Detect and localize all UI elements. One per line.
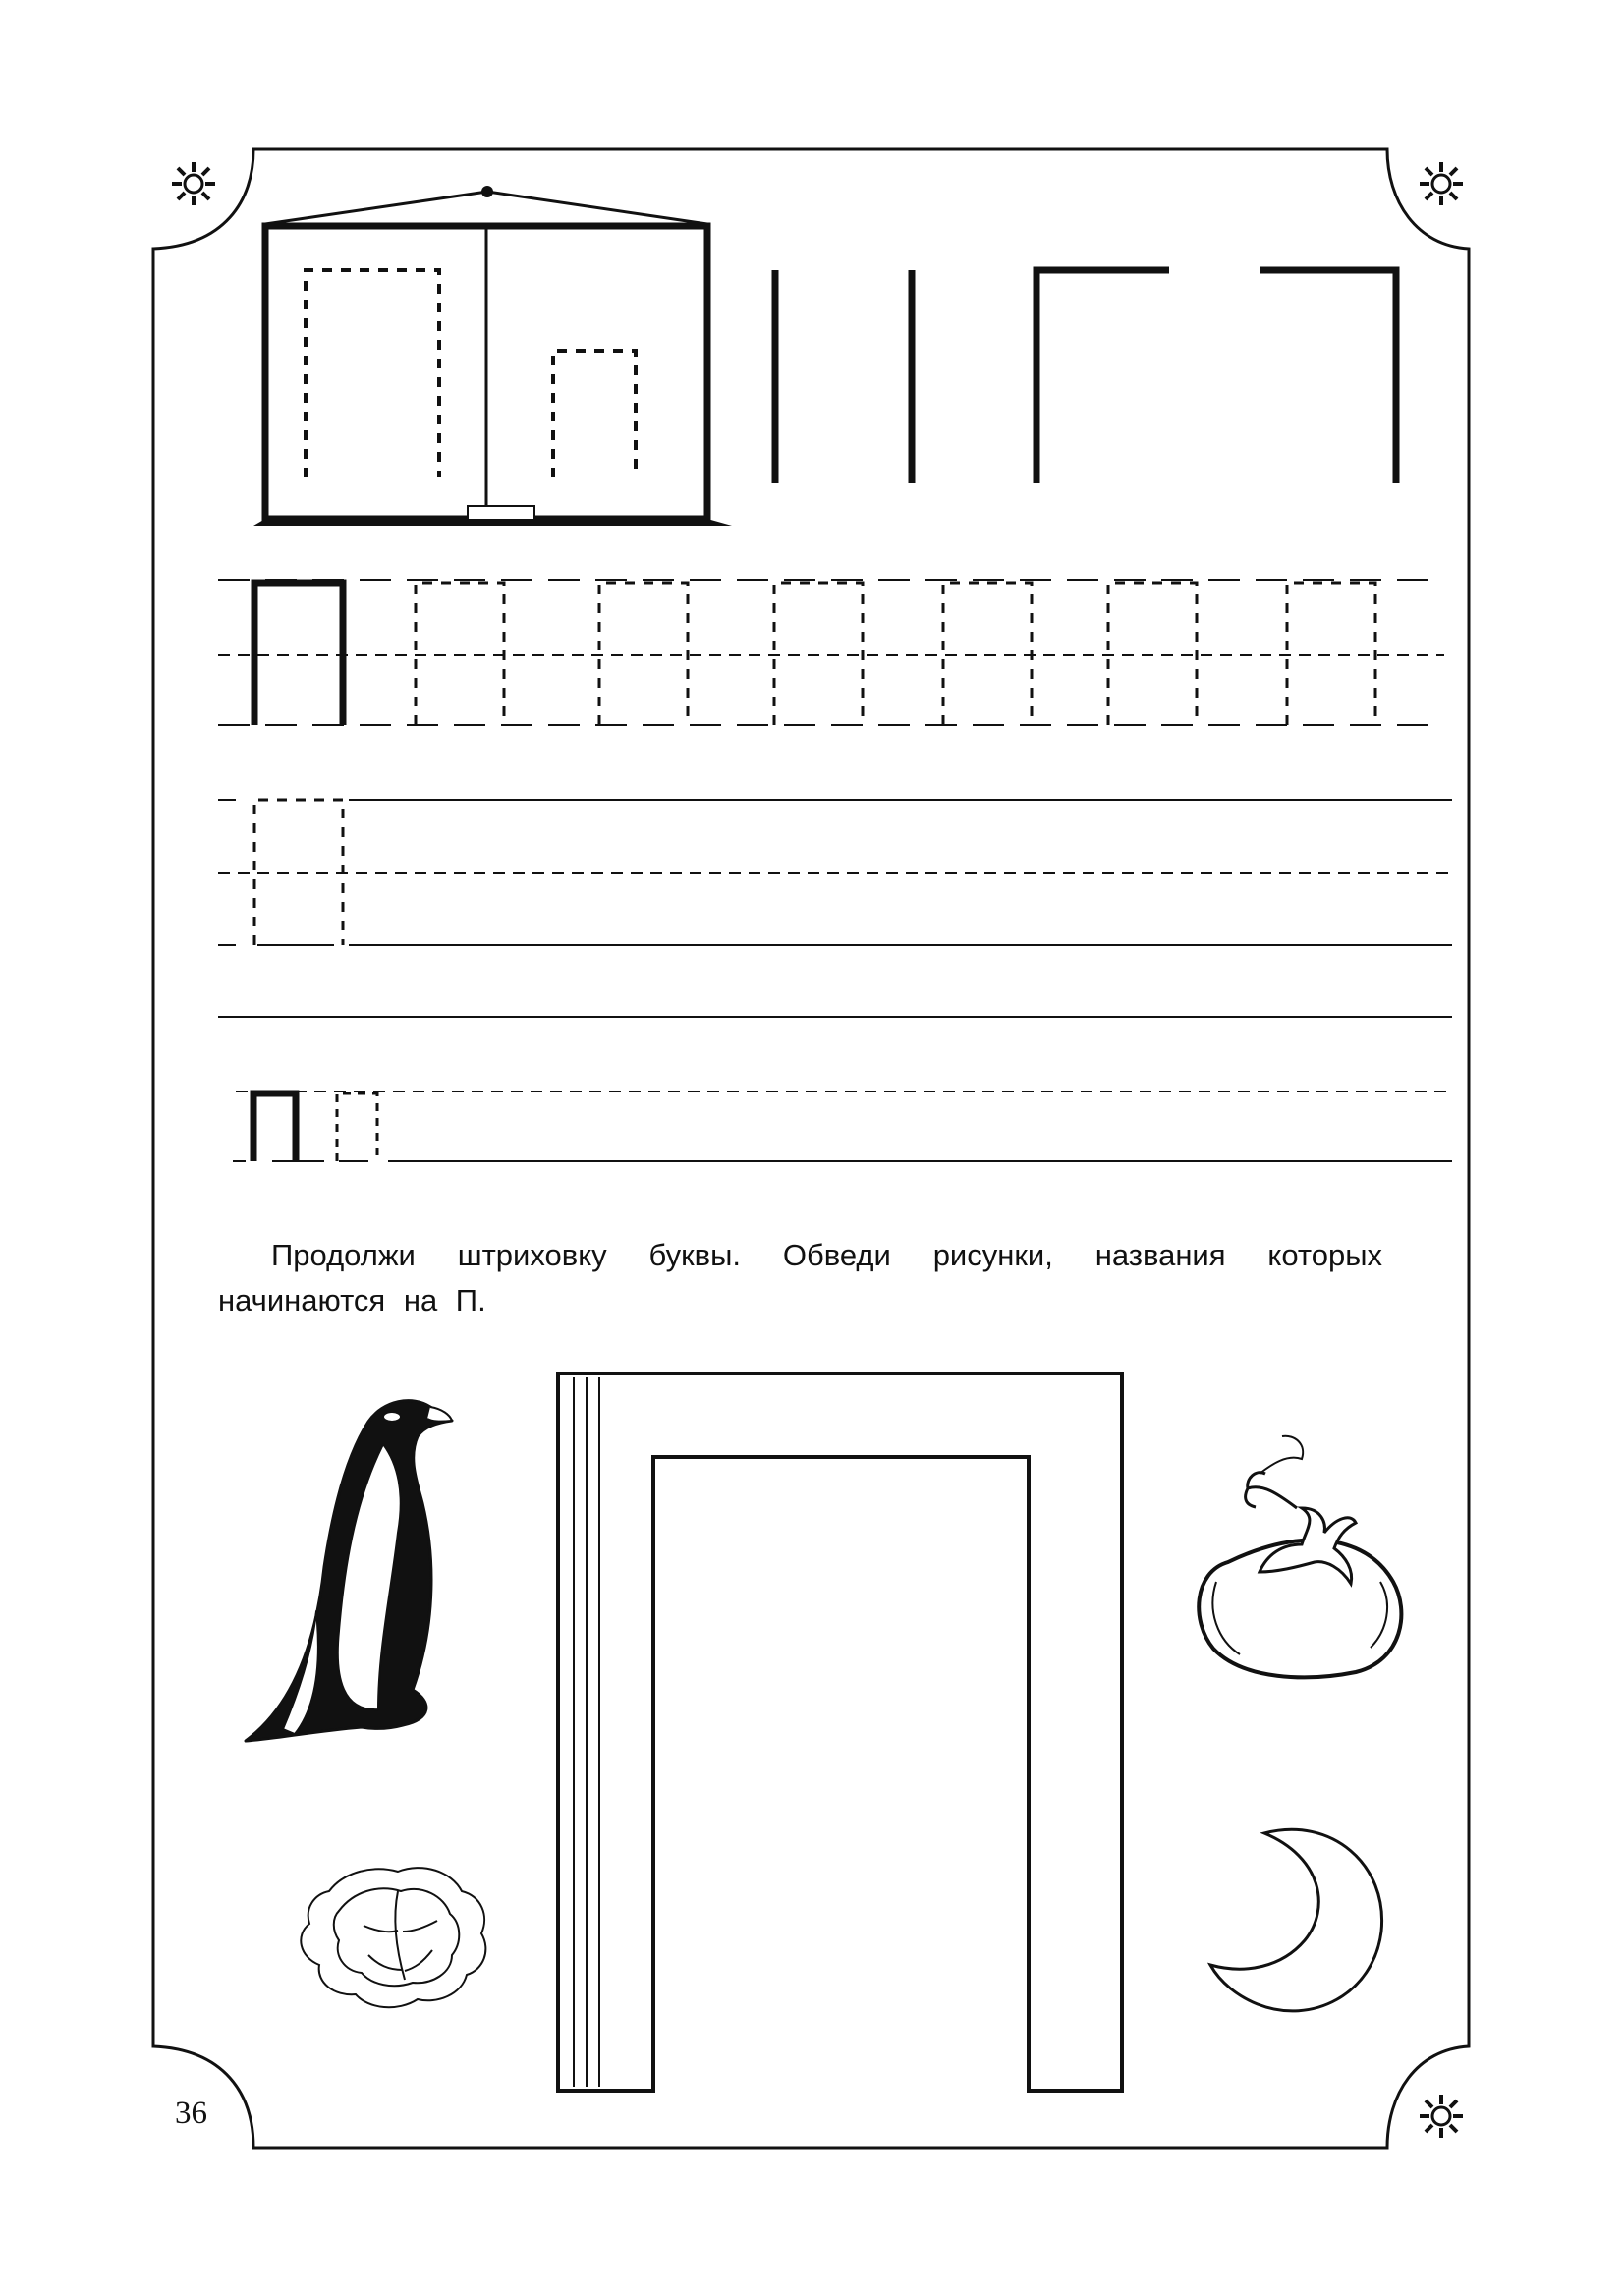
sun-icon-bottom-right xyxy=(1420,2095,1463,2138)
sample-letter-small xyxy=(253,1093,296,1161)
trace-letter-uppercase xyxy=(943,583,1032,725)
trace-letter-uppercase xyxy=(416,583,504,725)
trace-letter-uppercase xyxy=(599,583,688,725)
moon-picture xyxy=(1210,1829,1382,2011)
trace-letter-uppercase xyxy=(1108,583,1197,725)
cabbage-picture xyxy=(301,1868,485,2007)
sun-icon-top-right xyxy=(1420,162,1463,205)
practice-row-lowercase xyxy=(218,795,1452,1017)
practice-row-small xyxy=(233,1092,1452,1166)
practice-row-uppercase xyxy=(218,580,1444,725)
sun-icon-top-left xyxy=(172,162,215,205)
big-letter-shading xyxy=(558,1373,1122,2091)
board-letter-uppercase xyxy=(306,270,439,477)
instruction-line-1: Продолжи штриховку буквы. Обведи рисунки, названия которых xyxy=(271,1238,1382,1272)
page-frame xyxy=(153,149,1469,2148)
page-number: 36 xyxy=(175,2096,207,2131)
trace-letter-uppercase xyxy=(774,583,863,725)
trace-letter-small xyxy=(337,1093,377,1161)
penguin-picture xyxy=(246,1401,452,1741)
instruction-text xyxy=(218,1233,1382,1323)
trace-letter-uppercase xyxy=(1287,583,1375,725)
chalk-eraser xyxy=(468,506,534,520)
sample-letter-uppercase xyxy=(254,583,343,725)
board-letter-lowercase xyxy=(553,351,636,477)
letter-elements xyxy=(775,270,1396,483)
instruction-line-2: начинаются на П. xyxy=(218,1283,486,1317)
chalkboard xyxy=(253,186,732,526)
tomato-picture xyxy=(1199,1436,1401,1678)
